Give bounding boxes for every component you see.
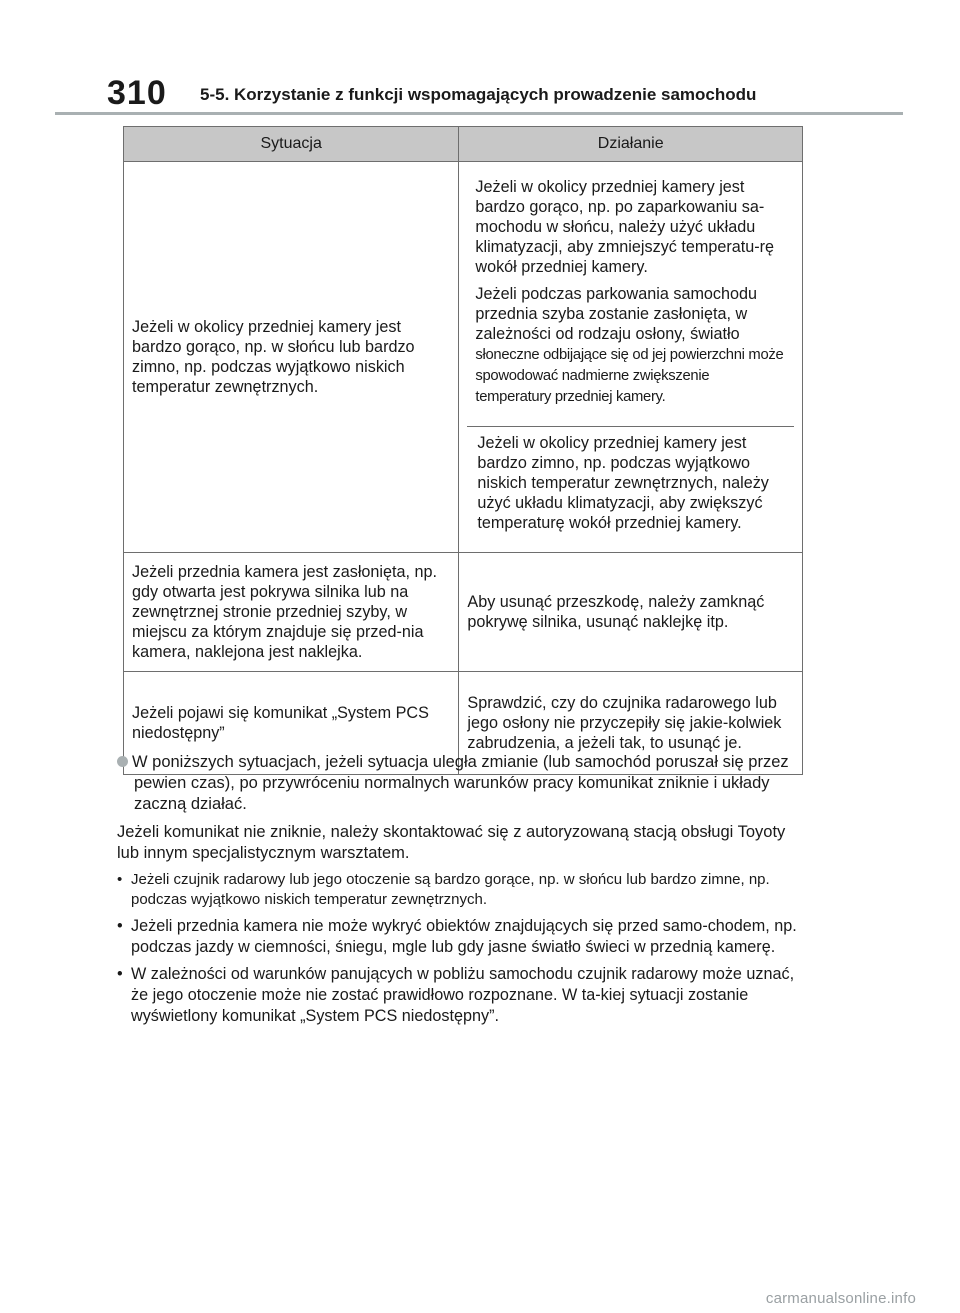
action-text-small: słoneczne odbijające się od jej powierzchni może spowodować nadmierne zwiększenie temperatury przedniej kamery.	[475, 346, 784, 405]
situation-cell: Jeżeli pojawi się komunikat „System PCS niedostępny”	[124, 672, 459, 775]
table-header-row	[124, 127, 803, 162]
action-block-hot	[467, 173, 794, 427]
section-title: 5-5. Korzystanie z funkcji wspomagających prowadzenie samochodu	[200, 85, 757, 104]
action-text-line: Jeżeli podczas parkowania samochodu przednia szyba zostanie zasłonięta, w zależności od rodzaju osłony, światło	[475, 284, 758, 343]
action-cell: Aby usunąć przeszkodę, należy zamknąć pokrywę silnika, usunąć naklejkę itp.	[459, 553, 803, 672]
info-paragraph: Jeżeli komunikat nie zniknie, należy skontaktować się z autoryzowaną stacją obsługi Toyoty lub innym specjalistycznym warsztatem.	[117, 823, 786, 862]
situation-action-table	[123, 126, 803, 775]
action-cell	[459, 162, 803, 553]
condition-list	[117, 870, 807, 1027]
action-text	[475, 284, 786, 407]
bullet-icon: •	[117, 871, 123, 888]
action-text: Jeżeli w okolicy przedniej kamery jest bardzo gorąco, np. po zaparkowaniu sa-mochodu w słońcu, należy użyć układu klimatyzacji, aby zmniejszyć temperatu-rę wokół przedniej kamery.	[475, 177, 775, 276]
action-cell: Sprawdzić, czy do czujnika radarowego lub jego osłony nie przyczepiły się jakie-kolwiek zabrudzenia, a jeżeli tak, to usunąć je.	[459, 672, 803, 775]
column-header-situation: Sytuacja	[124, 127, 459, 162]
page-header	[0, 0, 960, 120]
list-item-text: Jeżeli czujnik radarowy lub jego otoczenie są bardzo gorące, np. w słońcu lub bardzo zimne, np. podczas wyjątkowo niskich temperatur zewnętrznych.	[131, 871, 770, 908]
list-item	[117, 870, 807, 910]
circle-bullet-icon	[117, 756, 128, 767]
table-row	[124, 553, 803, 672]
situation-cell: Jeżeli w okolicy przedniej kamery jest bardzo gorąco, np. w słońcu lub bardzo zimno, np. podczas wyjątkowo niskich temperatur zewnętrznych.	[124, 162, 459, 553]
action-block-cold: Jeżeli w okolicy przedniej kamery jest bardzo zimno, np. podczas wyjątkowo niskich temperatur zewnętrznych, należy użyć układu klimatyzacji, aby zwiększyć temperaturę wokół przedniej kamery.	[477, 433, 769, 532]
header-divider	[55, 112, 903, 115]
list-item	[117, 964, 807, 1027]
bullet-icon: •	[117, 965, 123, 983]
page-number: 310	[107, 74, 167, 112]
list-item-text: Jeżeli przednia kamera nie może wykryć obiektów znajdujących się przed samo-chodem, np. podczas jazdy w ciemności, śniegu, mgle lub gdy jasne światło świeci w przednią kamerę.	[131, 917, 797, 956]
table-row	[124, 162, 803, 553]
situation-cell: Jeżeli przednia kamera jest zasłonięta, np. gdy otwarta jest pokrywa silnika lub na zewnętrznej stronie przedniej szyby, w miejscu za którym znajduje się przed-nia kamera, naklejona jest naklejka.	[124, 553, 459, 672]
watermark: carmanualsonline.info	[765, 1290, 916, 1307]
bullet-paragraph-text: W poniższych sytuacjach, jeżeli sytuacja uległa zmianie (lub samochód poruszał się przez pewien czas), po przywróceniu normalnych warunków pracy komunikat zniknie i układy zaczną działać.	[132, 753, 789, 813]
bullet-paragraph	[117, 752, 824, 815]
list-item-text: W zależności od warunków panujących w pobliżu samochodu czujnik radarowy może uznać, że jego otoczenie może nie zostać prawidłowo rozpoznane. W ta-kiej sytuacji zostanie wyświetlony komunikat „System PCS niedostępny”.	[131, 965, 795, 1025]
bullet-icon: •	[117, 917, 123, 935]
column-header-action: Działanie	[459, 127, 803, 162]
list-item	[117, 916, 807, 958]
